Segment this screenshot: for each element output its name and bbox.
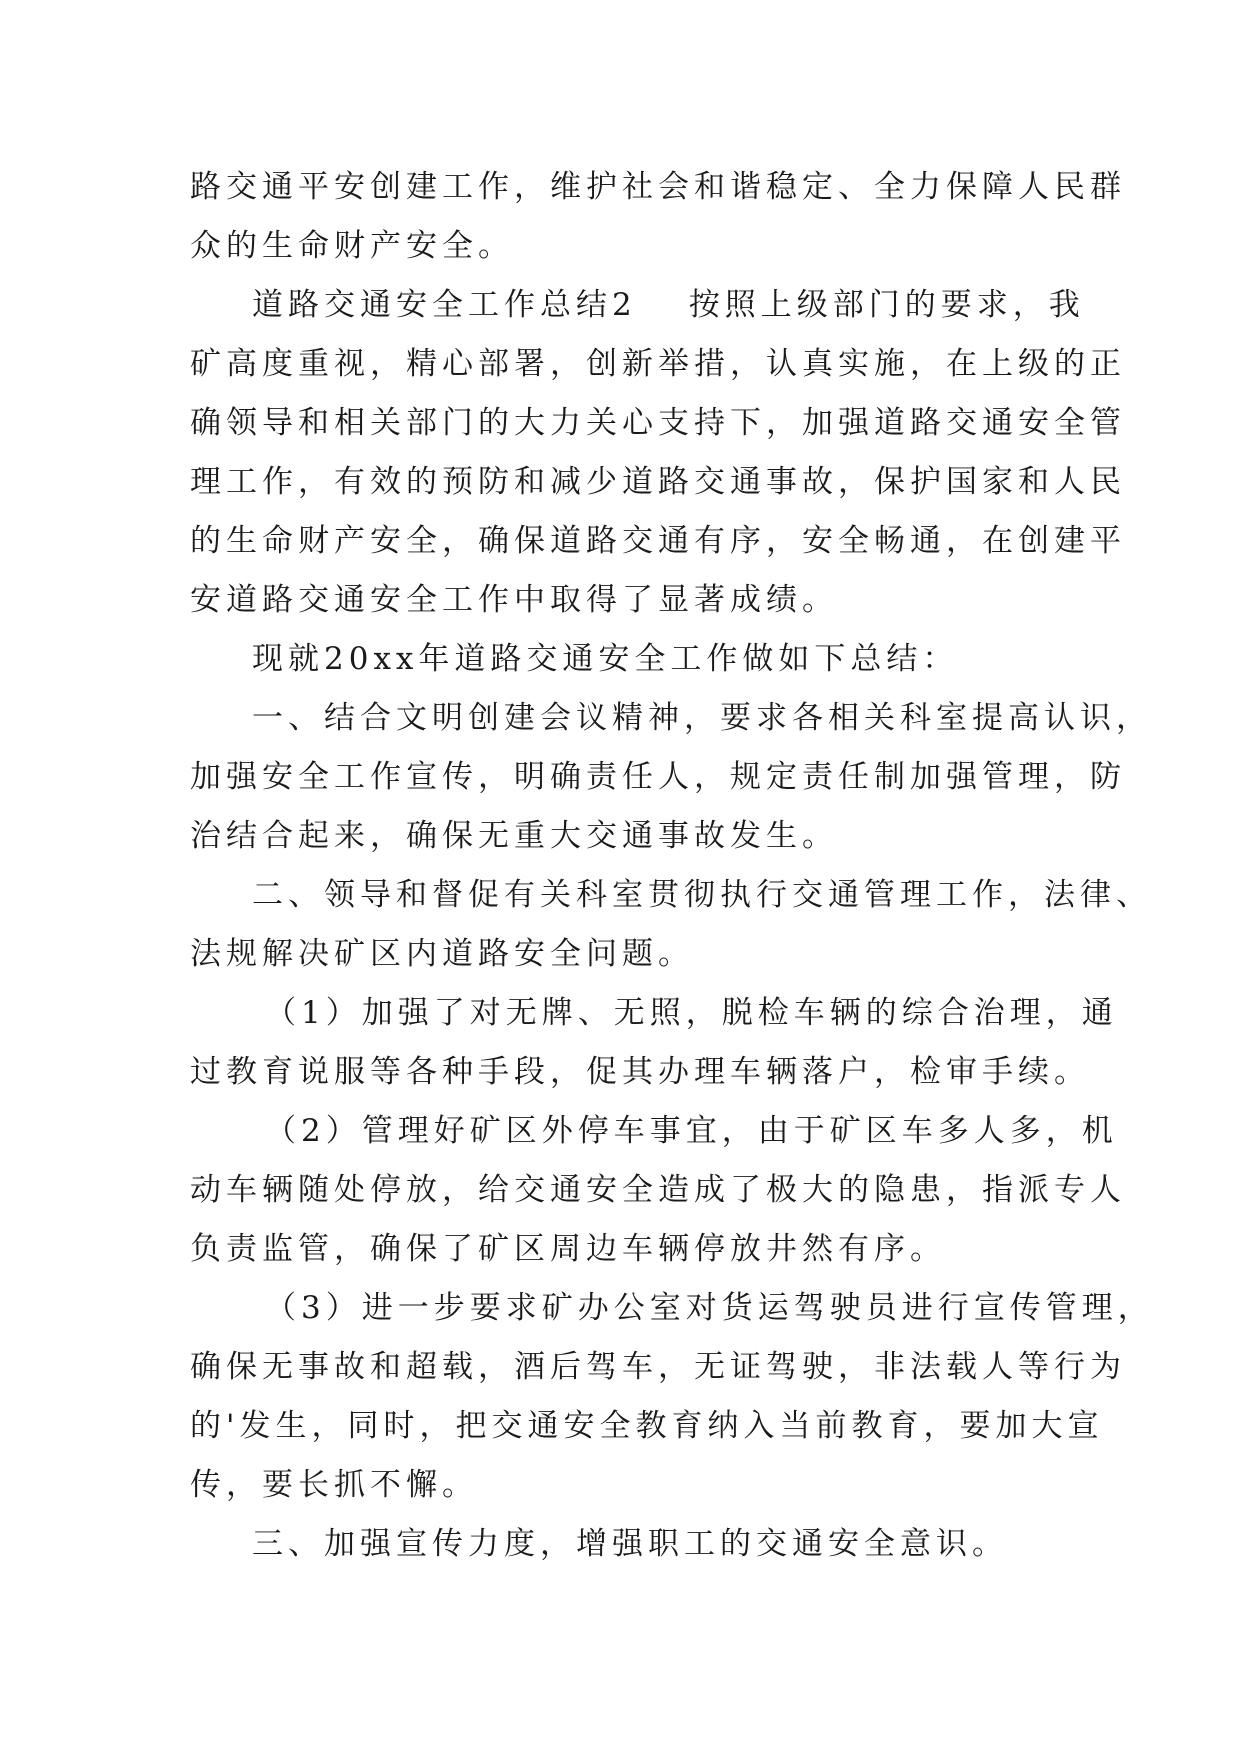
text-line: 的'发生，同时，把交通安全教育纳入当前教育，要加大宣	[190, 1408, 1104, 1444]
text-line: 确保无事故和超载，酒后驾车，无证驾驶，非法载人等行为	[190, 1349, 1126, 1385]
document-body	[190, 158, 1154, 1574]
text-line: 动车辆随处停放，给交通安全造成了极大的隐患，指派专人	[190, 1172, 1126, 1208]
text-line: （1）加强了对无牌、无照，脱检车辆的综合治理，通	[265, 995, 1118, 1031]
text-line: 现就20xx年道路交通安全工作做如下总结：	[252, 641, 959, 677]
text-line: 确领导和相关部门的大力关心支持下，加强道路交通安全管	[190, 405, 1126, 441]
text-line: 矿高度重视，精心部署，创新举措，认真实施，在上级的正	[190, 346, 1126, 382]
text-line: 路交通平安创建工作，维护社会和谐稳定、全力保障人民群	[190, 169, 1126, 205]
text-line: 安道路交通安全工作中取得了显著成绩。	[190, 582, 838, 618]
text-line: 治结合起来，确保无重大交通事故发生。	[190, 818, 838, 854]
text-line: 按照上级部门的要求，我	[688, 287, 1085, 323]
text-line: 三、加强宣传力度，增强职工的交通安全意识。	[252, 1526, 1008, 1562]
text-line: 的生命财产安全，确保道路交通有序，安全畅通，在创建平	[190, 523, 1126, 559]
text-line: 过教育说服等各种手段，促其办理车辆落户，检审手续。	[190, 1054, 1090, 1090]
text-line: 加强安全工作宣传，明确责任人，规定责任制加强管理，防	[190, 759, 1126, 795]
text-line: 传，要长抓不懈。	[190, 1467, 478, 1503]
text-line: （2）管理好矿区外停车事宜，由于矿区车多人多，机	[265, 1113, 1118, 1149]
section-heading: 道路交通安全工作总结2	[252, 287, 637, 323]
section-heading-line	[190, 276, 1085, 335]
text-line: 法规解决矿区内道路安全问题。	[190, 936, 694, 972]
text-line: 理工作，有效的预防和减少道路交通事故，保护国家和人民	[190, 464, 1126, 500]
text-line: 一、结合文明创建会议精神，要求各相关科室提高认识，	[252, 700, 1152, 736]
text-line: 二、领导和督促有关科室贯彻执行交通管理工作，法律、	[252, 877, 1152, 913]
text-line: 众的生命财产安全。	[190, 228, 514, 264]
text-line: 负责监管，确保了矿区周边车辆停放井然有序。	[190, 1231, 946, 1267]
text-line: （3）进一步要求矿办公室对货运驾驶员进行宣传管理，	[265, 1290, 1154, 1326]
